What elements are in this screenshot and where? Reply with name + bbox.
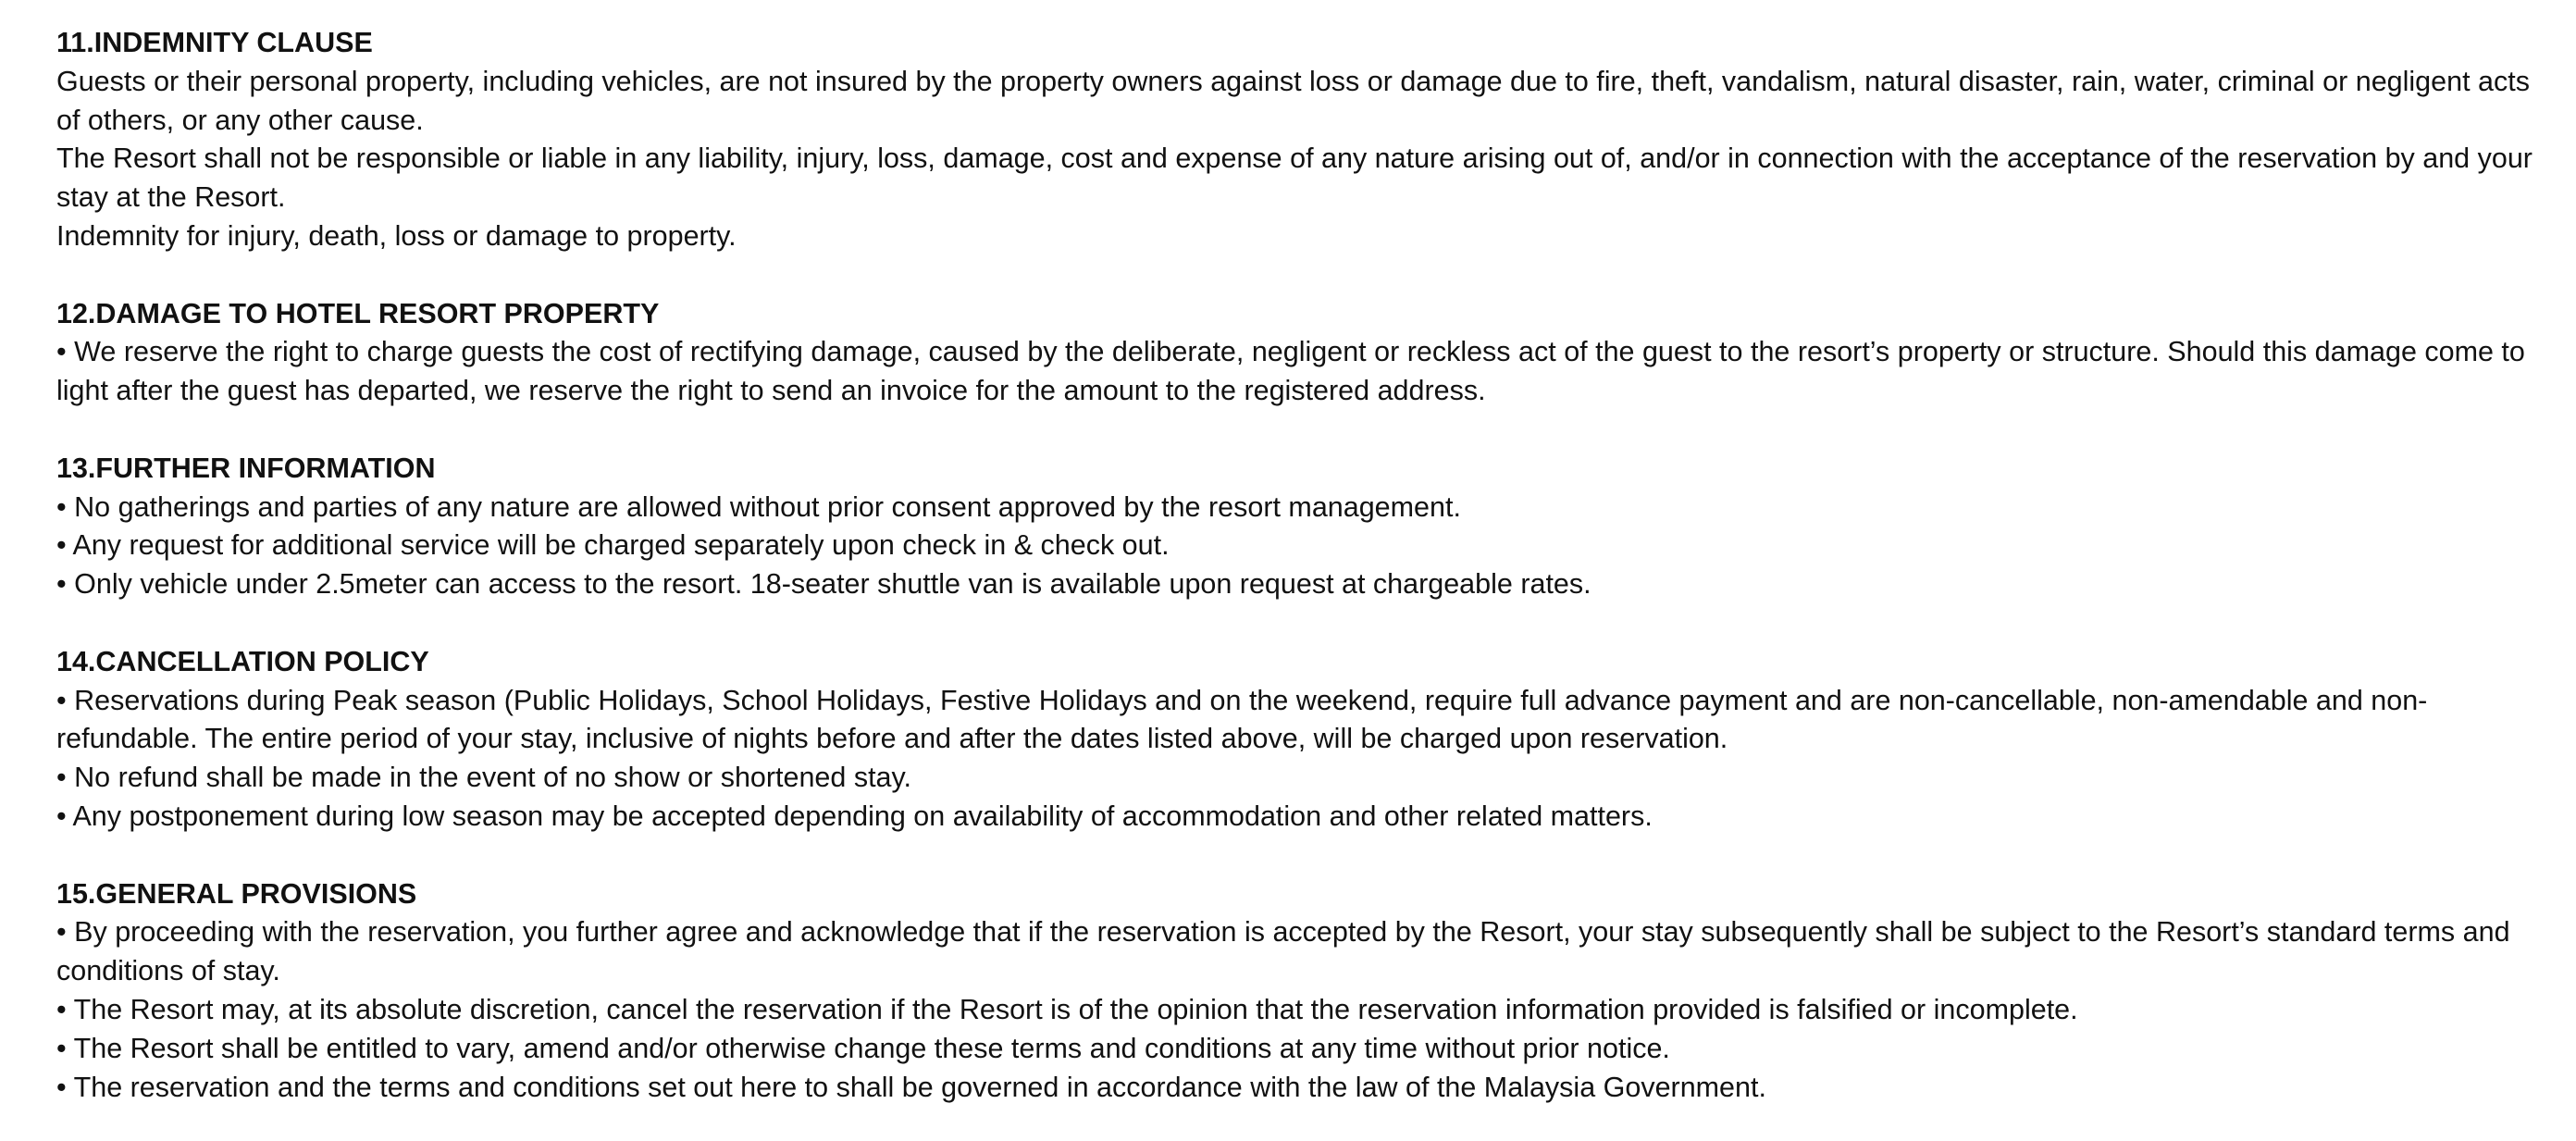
section-heading: 15.GENERAL PROVISIONS	[56, 877, 417, 910]
bullet-item: • Reservations during Peak season (Public Holidays, School Holidays, Festive Holidays and on the weekend, require full advance payment and are non-cancellable, non-amendable and non-refundable. The entire period of your stay, inclusive of nights before and after the dates listed above, will be charged upon reservation.	[56, 684, 2428, 755]
terms-document	[56, 24, 2545, 1107]
section-heading: 12.DAMAGE TO HOTEL RESORT PROPERTY	[56, 297, 660, 329]
section-heading: 14.CANCELLATION POLICY	[56, 645, 429, 677]
bullet-item: • No refund shall be made in the event of no show or shortened stay.	[56, 762, 911, 794]
section-further-information	[56, 450, 2545, 604]
bullet-item: • By proceeding with the reservation, you further agree and acknowledge that if the reservation is accepted by the Resort, your stay subsequently shall be subject to the Resort’s standard terms and conditions of stay.	[56, 916, 2510, 987]
paragraph-line: The Resort shall not be responsible or liable in any liability, injury, loss, damage, cost and expense of any nature arising out of, and/or in connection with the acceptance of the reservation by and your stay at the Resort.	[56, 143, 2533, 214]
bullet-item: • We reserve the right to charge guests the cost of rectifying damage, caused by the deliberate, negligent or reckless act of the guest to the resort’s property or structure. Should this damage come to light after the guest has departed, we reserve the right to send an invoice for the amount to the registered address.	[56, 336, 2525, 407]
section-cancellation-policy	[56, 643, 2545, 837]
bullet-item: • Any request for additional service will be charged separately upon check in & check out.	[56, 529, 1170, 562]
bullet-item: • Only vehicle under 2.5meter can access to the resort. 18-seater shuttle van is available upon request at chargeable rates.	[56, 568, 1591, 601]
bullet-item: • No gatherings and parties of any nature are allowed without prior consent approved by the resort management.	[56, 490, 1461, 523]
bullet-item: • The Resort may, at its absolute discretion, cancel the reservation if the Resort is of the opinion that the reservation information provided is falsified or incomplete.	[56, 993, 2078, 1025]
paragraph-line: Indemnity for injury, death, loss or damage to property.	[56, 219, 737, 252]
paragraph-line: Guests or their personal property, including vehicles, are not insured by the property owners against loss or damage due to fire, theft, vandalism, natural disaster, rain, water, criminal or negligent acts of others, or any other cause.	[56, 65, 2530, 136]
bullet-item: • Any postponement during low season may be accepted depending on availability of accommodation and other related matters.	[56, 800, 1653, 832]
section-heading: 13.FURTHER INFORMATION	[56, 452, 436, 484]
bullet-item: • The Resort shall be entitled to vary, amend and/or otherwise change these terms and conditions at any time without prior notice.	[56, 1032, 1670, 1064]
section-heading: 11.INDEMNITY CLAUSE	[56, 27, 373, 58]
section-indemnity-clause	[56, 24, 2545, 256]
section-damage-to-property	[56, 295, 2545, 411]
bullet-item: • The reservation and the terms and conditions set out here to shall be governed in accordance with the law of the Malaysia Government.	[56, 1071, 1766, 1103]
section-general-provisions	[56, 875, 2545, 1108]
